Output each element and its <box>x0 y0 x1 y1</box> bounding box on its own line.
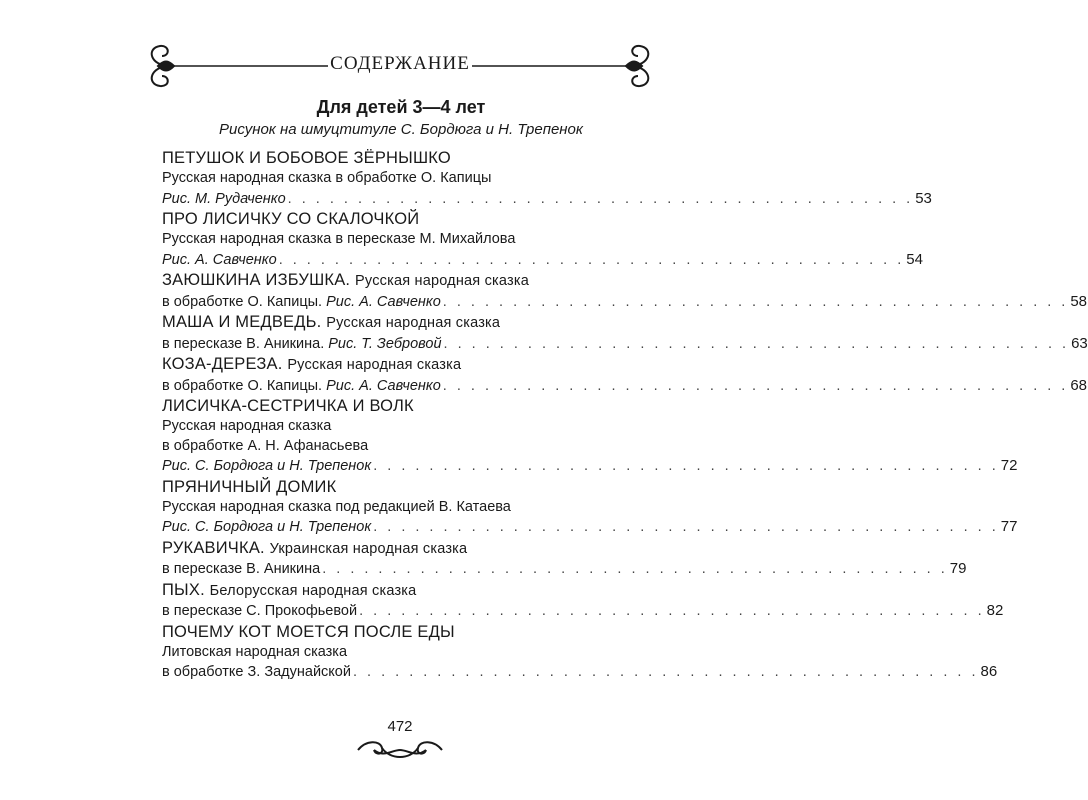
entry-artist: Рис. Т. Зебровой <box>328 335 442 352</box>
leader-dots: . . . . . . . . . . . . . . . . . . . . . . . . . . . . . . . . . . . . . . . . . . . . . <box>442 293 1069 310</box>
entry-page: 77 <box>1000 518 1018 535</box>
entry-page: 53 <box>915 189 932 207</box>
entry-title: ПЫХ. <box>162 580 205 599</box>
entry-artist: Рис. М. Рудаченко <box>162 190 286 207</box>
entry-subtitle: в обработке З. Задунайской <box>162 664 351 680</box>
entry-subtitle: Русская народная сказка под редакцией В. Катаева <box>162 498 511 515</box>
toc-entry[interactable] <box>162 148 932 209</box>
entry-title: РУКАВИЧКА. <box>162 538 265 557</box>
leader-dots: . . . . . . . . . . . . . . . . . . . . . . . . . . . . . . . . . . . . . . . . . . . . . <box>373 519 999 535</box>
section-title: Для детей 3—4 лет <box>316 97 486 117</box>
toc-list <box>162 148 1088 683</box>
entry-page: 72 <box>1000 457 1018 474</box>
entry-page: 82 <box>986 602 1004 619</box>
entry-title: ПЕТУШОК И БОБОВОЕ ЗЁРНЫШКО <box>162 149 451 167</box>
entry-title: МАША И МЕДВЕДЬ. <box>162 313 322 331</box>
leader-dots: . . . . . . . . . . . . . . . . . . . . . . . . . . . . . . . . . . . . . . . . . . . . . <box>287 190 914 207</box>
toc-entry[interactable] <box>162 396 1018 477</box>
page-title: СОДЕРЖАНИЕ <box>330 53 470 74</box>
toc-entry[interactable] <box>162 622 998 683</box>
entry-subtitle: Русская народная сказка в пересказе М. Михайлова <box>162 231 516 247</box>
entry-artist: Рис. С. Бордюга и Н. Трепенок <box>162 458 372 474</box>
leader-dots: . . . . . . . . . . . . . . . . . . . . . . . . . . . . . . . . . . . . . . . . . . . . . <box>352 664 979 680</box>
entry-title: КОЗА-ДЕРЕЗА. <box>162 355 283 373</box>
entry-page: 63 <box>1071 334 1088 352</box>
entry-artist: Рис. А. Савченко <box>326 293 441 310</box>
entry-subtitle: Русская народная сказка <box>162 418 332 434</box>
leader-dots: . . . . . . . . . . . . . . . . . . . . . . . . . . . . . . . . . . . . . . . . . . . . . <box>322 561 948 577</box>
page-number: 472 <box>387 718 413 735</box>
leader-dots: . . . . . . . . . . . . . . . . . . . . . . . . . . . . . . . . . . . . . . . . . . . . . <box>373 458 999 474</box>
entry-title: ЗАЮШКИНА ИЗБУШКА. <box>162 271 351 289</box>
entry-page: 68 <box>1070 376 1088 394</box>
entry-page: 58 <box>1070 292 1088 310</box>
entry-page: 54 <box>906 250 923 268</box>
entry-subtitle: в пересказе В. Аникина <box>162 561 321 577</box>
leader-dots: . . . . . . . . . . . . . . . . . . . . . . . . . . . . . . . . . . . . . . . . . . . . . <box>359 603 985 619</box>
toc-entry[interactable] <box>162 209 923 270</box>
toc-entry[interactable] <box>162 477 1018 538</box>
entry-subtitle: Украинская народная сказка <box>269 540 468 557</box>
leader-dots: . . . . . . . . . . . . . . . . . . . . . . . . . . . . . . . . . . . . . . . . . . . . . <box>278 251 905 268</box>
entry-subtitle: в обработке А. Н. Афанасьева <box>162 437 369 454</box>
toc-entry[interactable] <box>162 580 1004 622</box>
entry-page: 86 <box>980 663 998 680</box>
entry-subtitle: Русская народная сказка <box>355 273 529 289</box>
entry-title: ПРЯНИЧНЫЙ ДОМИК <box>162 477 337 496</box>
section-credit: Рисунок на шмуцтитуле С. Бордюга и Н. Трепенок <box>219 121 583 138</box>
entry-subtitle: Литовская народная сказка <box>162 643 348 660</box>
entry-subtitle: в обработке О. Капицы. <box>162 293 323 310</box>
entry-subtitle: Русская народная сказка в обработке О. Капицы <box>162 170 492 186</box>
entry-subtitle: в обработке О. Капицы. <box>162 377 323 394</box>
footer-ornament-icon <box>340 736 460 766</box>
entry-subtitle: Русская народная сказка <box>287 357 462 373</box>
entry-subtitle: в пересказе С. Прокофьевой <box>162 603 358 619</box>
entry-title: ПОЧЕМУ КОТ МОЕТСЯ ПОСЛЕ ЕДЫ <box>162 622 455 641</box>
entry-title: ПРО ЛИСИЧКУ СО СКАЛОЧКОЙ <box>162 210 420 228</box>
leader-dots: . . . . . . . . . . . . . . . . . . . . . . . . . . . . . . . . . . . . . . . . . . . . . <box>442 377 1069 394</box>
entry-artist: Рис. А. Савченко <box>162 251 277 268</box>
entry-page: 79 <box>949 560 967 577</box>
toc-entry[interactable] <box>162 354 1088 396</box>
toc-entry[interactable] <box>162 312 1088 354</box>
entry-artist: Рис. А. Савченко <box>326 377 441 394</box>
entry-subtitle: Русская народная сказка <box>326 315 501 331</box>
toc-entry[interactable] <box>162 538 967 580</box>
contents-header <box>140 40 660 90</box>
entry-subtitle: Белорусская народная сказка <box>209 582 417 599</box>
entry-subtitle: в пересказе В. Аникина. <box>162 335 325 352</box>
page-footer <box>340 718 460 768</box>
entry-title: ЛИСИЧКА-СЕСТРИЧКА И ВОЛК <box>162 397 414 415</box>
toc-entry[interactable] <box>162 270 1088 312</box>
entry-artist: Рис. С. Бордюга и Н. Трепенок <box>162 519 372 535</box>
leader-dots: . . . . . . . . . . . . . . . . . . . . . . . . . . . . . . . . . . . . . . . . . . . . . <box>443 335 1070 352</box>
